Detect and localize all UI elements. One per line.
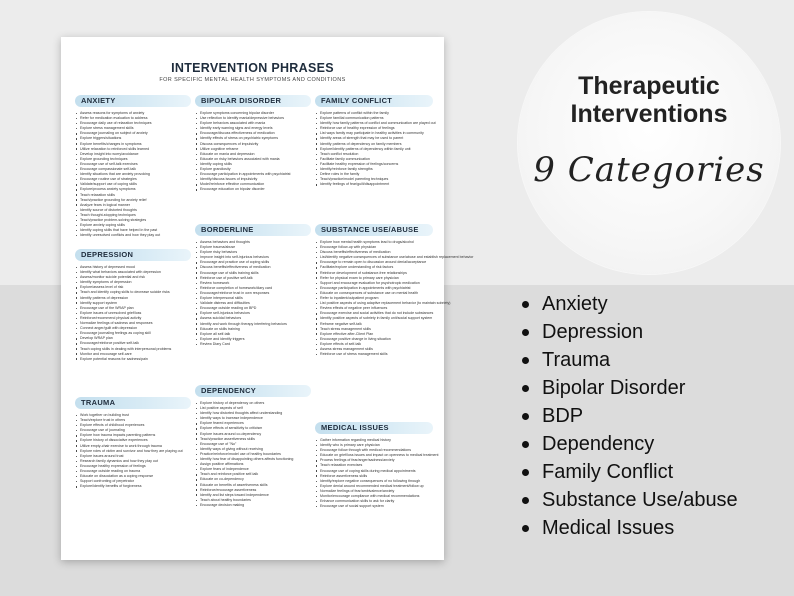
intervention-item: Assess/monitor suicide potential and risk xyxy=(75,275,191,280)
section-title: BIPOLAR DISORDER xyxy=(195,95,311,107)
intervention-item: Encourage use of the WRAP plan xyxy=(75,306,191,311)
category-item: Medical Issues xyxy=(516,514,738,542)
category-item: Bipolar Disorder xyxy=(516,374,738,402)
intervention-item: Practice/reinforce/model use of healthy boundaries xyxy=(195,452,311,457)
section-title: ANXIETY xyxy=(75,95,191,107)
intervention-item: Identify ways to increase independence xyxy=(195,416,311,421)
intervention-item: Facilitate family communication xyxy=(315,157,433,162)
intervention-item: Explore anxiety coping skills xyxy=(75,223,191,228)
intervention-item: List positive aspects of self xyxy=(195,406,311,411)
intervention-item: Review homework xyxy=(195,281,311,286)
intervention-item: Educate on co-dependency xyxy=(195,477,311,482)
item-list xyxy=(75,413,191,489)
item-list xyxy=(315,438,439,509)
intervention-item: Teach stress management skills xyxy=(315,327,433,332)
intervention-item: Explore roles of victim and survivor and how they are playing out xyxy=(75,449,191,454)
intervention-item: Encourage healthy expression of feelings xyxy=(75,464,191,469)
section-family-conflict xyxy=(315,95,436,187)
intervention-item: Connect anger/guilt with depression xyxy=(75,326,191,331)
intervention-item: Refer for medication evaluation to address xyxy=(75,116,191,121)
hero-script-subtitle: 9 Categories xyxy=(533,150,765,190)
item-list xyxy=(195,111,311,193)
intervention-item: Identify/reinforce family strengths xyxy=(315,167,433,172)
intervention-item: Identify unresolved conflicts and how they play out xyxy=(75,233,191,238)
intervention-item: Explore interpersonal skills xyxy=(195,296,311,301)
intervention-item: Encourage positive change in living situation xyxy=(315,337,433,342)
intervention-item: Review effects of negative peer influences xyxy=(315,306,433,311)
intervention-item: Identify early warning signs and energy levels xyxy=(195,126,311,131)
section-title: BORDERLINE xyxy=(195,224,311,236)
item-list xyxy=(315,240,474,357)
intervention-item: Encourage education on bipolar disorder xyxy=(195,187,311,192)
intervention-item: Identify how family patterns of conflict and communication are played out xyxy=(315,121,433,126)
intervention-item: Explore patterns of conflict within the family xyxy=(315,111,433,116)
section-title: TRAUMA xyxy=(75,397,191,409)
intervention-item: Reinforce use of positive self-talk xyxy=(195,276,311,281)
intervention-item: Explore self-injurious behaviors xyxy=(195,311,311,316)
intervention-item: Teach/practice grounding for anxiety relief xyxy=(75,198,191,203)
category-list xyxy=(516,290,738,542)
intervention-item: Reinforce use of healthy expression of feelings xyxy=(315,126,433,131)
intervention-item: Encourage use of self-talk exercises xyxy=(75,162,191,167)
section-trauma xyxy=(75,397,191,489)
intervention-item: Support confronting of perpetrator xyxy=(75,479,191,484)
intervention-item: Facilitate healthy expression of feelings/concerns xyxy=(315,162,433,167)
intervention-item: Utilize relaxation to reinforced skills learned xyxy=(75,147,191,152)
intervention-item: List positive aspects of using adaptive replacement behavior (to maintain sobriety) xyxy=(315,301,433,306)
intervention-item: Reinforce/recommend physical activity xyxy=(75,316,191,321)
intervention-item: Encourage to remain open to discussion around denial/acceptance xyxy=(315,260,433,265)
intervention-item: Teach relaxation skills xyxy=(75,193,191,198)
sheet-title: INTERVENTION PHRASES xyxy=(171,61,334,75)
hero-title-line1: Therapeutic xyxy=(578,72,720,100)
intervention-item: Encourage use of coping skills during medical appointments xyxy=(315,469,433,474)
intervention-item: Explore all self-talk xyxy=(195,332,311,337)
intervention-item: Explore effects of childhood experiences xyxy=(75,423,191,428)
intervention-item: Encourage use of skills training skills xyxy=(195,271,311,276)
intervention-item: Encourage outside reading on BPD xyxy=(195,306,311,311)
intervention-item: Teach/practice/model parenting techniques xyxy=(315,177,433,182)
item-list xyxy=(75,111,191,238)
intervention-item: Teach relaxation exercises xyxy=(315,463,433,468)
intervention-item: Explore feared experiences xyxy=(195,421,311,426)
intervention-item: Encourage outside reading on trauma xyxy=(75,469,191,474)
intervention-item: Encourage follow-up with physician xyxy=(315,245,433,250)
intervention-item: Reframe negative self-talk xyxy=(315,322,433,327)
category-item: BDP xyxy=(516,402,738,430)
intervention-item: Explore fears of independence xyxy=(195,467,311,472)
intervention-item: Educate on dissociation as a coping response xyxy=(75,474,191,479)
intervention-item: Explore potential reasons for sadness/pain xyxy=(75,357,191,362)
intervention-item: Identify patterns of dependency on family members xyxy=(315,142,433,147)
item-list xyxy=(195,401,311,508)
intervention-item: Explore how trauma impacts parenting patterns xyxy=(75,433,191,438)
intervention-item: Utilize empty-chair exercise to work through trauma xyxy=(75,444,191,449)
section-dependency xyxy=(195,385,311,508)
intervention-item: Explore effective after-Client Plan xyxy=(315,332,433,337)
section-title: FAMILY CONFLICT xyxy=(315,95,433,107)
intervention-item: Teach coping skills in dealing with interpersonal problems xyxy=(75,347,191,352)
intervention-item: Encourage daily use of relaxation techniques xyxy=(75,121,191,126)
title-circle xyxy=(518,12,780,274)
intervention-item: Encourage and practice use of coping skills xyxy=(195,260,311,265)
intervention-item: Explore familial communication patterns xyxy=(315,116,433,121)
intervention-item: Explore effects of self-talk xyxy=(315,342,433,347)
intervention-item: Educate on consequences of substance use on mental health xyxy=(315,291,433,296)
intervention-item: Identify situations that are anxiety provoking xyxy=(75,172,191,177)
hero-title-line2: Interventions xyxy=(570,100,728,128)
section-bipolar xyxy=(195,95,311,193)
intervention-item: Discuss consequences of impulsivity xyxy=(195,142,311,147)
intervention-item: Identify feelings of fear/guilt/disappointment xyxy=(315,182,433,187)
intervention-item: Reinforce use of stress management skills xyxy=(315,352,433,357)
intervention-item: Develop insight into worry/avoidance xyxy=(75,152,191,157)
intervention-item: Identify positive aspects of sobriety in family unit/social support system xyxy=(315,316,433,321)
intervention-item: Explore/assess level of risk xyxy=(75,285,191,290)
intervention-item: Assess reasons for symptoms of anxiety xyxy=(75,111,191,116)
intervention-item: Develop WRAP plan xyxy=(75,336,191,341)
intervention-item: Teach and identify coping skills to decrease suicide risks xyxy=(75,290,191,295)
intervention-item: Encourage journaling on subject of anxiety xyxy=(75,131,191,136)
intervention-item: Teach/explore trust in others xyxy=(75,418,191,423)
intervention-item: Discuss benefits/effectiveness of medication xyxy=(195,265,311,270)
intervention-item: Support and encourage evaluation for psychotropic medication xyxy=(315,281,433,286)
intervention-item: Explore issues of unresolved grief/loss xyxy=(75,311,191,316)
intervention-item: Explore issues around trust xyxy=(75,454,191,459)
intervention-item: Reinforce/encourage assertiveness xyxy=(195,488,311,493)
intervention-item: Identify and work through therapy interfering behaviors xyxy=(195,322,311,327)
category-item: Family Conflict xyxy=(516,458,738,486)
intervention-item: Explore how mental health symptoms lead to drugs/alcohol xyxy=(315,240,433,245)
intervention-item: Teach about healthy boundaries xyxy=(195,498,311,503)
intervention-item: Analyze fears in logical manner xyxy=(75,203,191,208)
intervention-item: Encourage/reinforce positive self-talk xyxy=(75,341,191,346)
intervention-item: Explore benefits/changes in symptoms xyxy=(75,142,191,147)
intervention-item: Encourage use of "No" xyxy=(195,442,311,447)
intervention-item: Reinforce development of substance-free relationships xyxy=(315,271,433,276)
intervention-item: Identify effects of stress on psychiatric symptoms xyxy=(195,136,311,141)
intervention-item: Explore grandiosity xyxy=(195,167,311,172)
intervention-item: Identify support system xyxy=(75,301,191,306)
intervention-item: Reinforce assertiveness skills xyxy=(315,474,433,479)
intervention-item: Assess behaviors and thoughts xyxy=(195,240,311,245)
intervention-item: Educate on risky behaviors associated with mania xyxy=(195,157,311,162)
intervention-item: Encourage/discuss effectiveness of medication xyxy=(195,131,311,136)
intervention-item: Explore/process anxiety symptoms xyxy=(75,187,191,192)
item-list xyxy=(195,240,311,347)
intervention-item: Discuss benefits/effectiveness of medication xyxy=(315,250,433,255)
intervention-item: Utilize cognitive reframe xyxy=(195,147,311,152)
intervention-item: Refer for physical exam to primary care physician xyxy=(315,276,433,281)
intervention-item: Explore/identify patterns of dependency within family unit xyxy=(315,147,433,152)
intervention-item: Model/reinforce effective communication xyxy=(195,182,311,187)
intervention-item: List/identify negative consequences of substance use/abuse and establish replacement behavior xyxy=(315,255,433,260)
intervention-item: Teach conflict resolution xyxy=(315,152,433,157)
section-depression xyxy=(75,249,191,362)
item-list xyxy=(315,111,436,187)
intervention-item: Identify how fear of disappointing others affects functioning xyxy=(195,457,311,462)
intervention-item: Encourage/reinforce trust in own responses xyxy=(195,291,311,296)
section-borderline xyxy=(195,224,311,347)
intervention-item: Encourage journaling feelings as coping skill xyxy=(75,331,191,336)
intervention-item: Facilitate/explore understanding of risk factors xyxy=(315,265,433,270)
intervention-item: Identify what behaviors associated with depression xyxy=(75,270,191,275)
intervention-item: Explore stress management skills xyxy=(75,126,191,131)
intervention-item: Enhance communication skills to ask for clarity xyxy=(315,499,433,504)
intervention-item: Teach/practice problem-solving strategies xyxy=(75,218,191,223)
intervention-item: Identify/discuss issues of impulsivity xyxy=(195,177,311,182)
intervention-item: Refer to inpatient/outpatient program xyxy=(315,296,433,301)
intervention-item: Assess history of depressed mood xyxy=(75,265,191,270)
intervention-item: Reinforce completion of homework/diary card xyxy=(195,286,311,291)
intervention-item: Improve insight into self-injurious behaviors xyxy=(195,255,311,260)
intervention-item: Encourage compassionate self-talk xyxy=(75,167,191,172)
sheet-subtitle: FOR SPECIFIC MENTAL HEALTH SYMPTOMS AND CONDITIONS xyxy=(159,77,346,83)
intervention-item: Identify coping skills that have helped in the past xyxy=(75,228,191,233)
category-item: Anxiety xyxy=(516,290,738,318)
intervention-item: Educate on benefits of assertiveness skills xyxy=(195,483,311,488)
intervention-item: Use reflection to identify mania/depressive behaviors xyxy=(195,116,311,121)
section-anxiety xyxy=(75,95,191,238)
section-title: DEPENDENCY xyxy=(195,385,311,397)
intervention-item: Validate/support use of coping skills xyxy=(75,182,191,187)
intervention-item: Validate distress and difficulties xyxy=(195,301,311,306)
intervention-item: Normalize feelings of sadness and responses xyxy=(75,321,191,326)
intervention-item: Identify how distorted thoughts affect understanding xyxy=(195,411,311,416)
intervention-item: Encourage routine use of strategies xyxy=(75,177,191,182)
intervention-item: Identify source of distorted thoughts xyxy=(75,208,191,213)
intervention-item: Explore history of dependency on others xyxy=(195,401,311,406)
intervention-item: Explore history of dissociative experiences xyxy=(75,438,191,443)
item-list xyxy=(75,265,191,362)
intervention-item: Monitor/encourage compliance with medical recommendations xyxy=(315,494,433,499)
intervention-item: Explore triggers/situations xyxy=(75,136,191,141)
intervention-item: Identify coping skills xyxy=(195,162,311,167)
intervention-item: Assign positive affirmations xyxy=(195,462,311,467)
intervention-item: Identify areas of strength that may be used to parent xyxy=(315,136,433,141)
intervention-item: Teach thought-stopping techniques xyxy=(75,213,191,218)
intervention-item: Encourage use of journaling xyxy=(75,428,191,433)
intervention-item: Process feelings of fear/anger/sadness/anxiety xyxy=(315,458,433,463)
intervention-item: Teach/practice assertiveness skills xyxy=(195,437,311,442)
category-item: Trauma xyxy=(516,346,738,374)
category-item: Depression xyxy=(516,318,738,346)
intervention-item: Explore denial around recommended medical treatment/follow up xyxy=(315,484,433,489)
intervention-item: Explore symptoms concerning bipolar disorder xyxy=(195,111,311,116)
intervention-item: Explore grounding techniques xyxy=(75,157,191,162)
intervention-item: Educate on skills training xyxy=(195,327,311,332)
intervention-item: Explore/identify benefits of forgiveness xyxy=(75,484,191,489)
intervention-item: Explore behaviors associated with mania xyxy=(195,121,311,126)
intervention-item: Normalize feelings of fear/ambivalence/anxiety xyxy=(315,489,433,494)
intervention-item: Assess suicidal behaviors xyxy=(195,316,311,321)
intervention-item: Explore effects of sensitivity to criticism xyxy=(195,426,311,431)
intervention-item: Educate on mania and depression xyxy=(195,152,311,157)
intervention-item: Work together on building trust xyxy=(75,413,191,418)
intervention-item: Encourage use of social support system xyxy=(315,504,433,509)
intervention-item: Explore risky behaviors xyxy=(195,250,311,255)
section-substance-use xyxy=(315,224,474,357)
intervention-item: Teach and reinforce positive self-talk xyxy=(195,472,311,477)
intervention-item: Identify who is primary care physician xyxy=(315,443,433,448)
category-item: Dependency xyxy=(516,430,738,458)
intervention-item: Identify and list steps toward independence xyxy=(195,493,311,498)
section-medical-issues xyxy=(315,422,439,509)
intervention-item: Identify patterns of depression xyxy=(75,296,191,301)
intervention-item: Assess stress management skills xyxy=(315,347,433,352)
intervention-item: Explore and identify triggers xyxy=(195,337,311,342)
intervention-item: Educate on grief/loss issues and impact on openness to medical treatment xyxy=(315,453,433,458)
intervention-item: List ways family may participate in healthy activities in community xyxy=(315,131,433,136)
intervention-item: Identify ways of giving without receiving xyxy=(195,447,311,452)
intervention-item: Encourage decision making xyxy=(195,503,311,508)
section-title: MEDICAL ISSUES xyxy=(315,422,433,434)
intervention-item: Identify/explore negative consequences of no following through xyxy=(315,479,433,484)
category-item: Substance Use/abuse xyxy=(516,486,738,514)
intervention-item: Identify symptoms of depression xyxy=(75,280,191,285)
intervention-item: Define roles in the family xyxy=(315,172,433,177)
intervention-item: Explore issues around co-dependency xyxy=(195,432,311,437)
section-title: SUBSTANCE USE/ABUSE xyxy=(315,224,433,236)
intervention-item: Monitor and encourage self-care xyxy=(75,352,191,357)
intervention-item: Encourage follow through with medical recommendations xyxy=(315,448,433,453)
intervention-item: Encourage participation in appointments with psychiatrist xyxy=(195,172,311,177)
intervention-sheet xyxy=(61,37,474,560)
intervention-item: Gather information regarding medical history xyxy=(315,438,433,443)
intervention-item: Encourage exercise and social activities that do not include substances xyxy=(315,311,433,316)
intervention-item: Research family dynamics and how they play out xyxy=(75,459,191,464)
section-title: DEPRESSION xyxy=(75,249,191,261)
intervention-item: Review Diary Card xyxy=(195,342,311,347)
intervention-item: Explore trauma/abuse xyxy=(195,245,311,250)
intervention-item: Encourage participation in appointments with psychiatrist xyxy=(315,286,433,291)
